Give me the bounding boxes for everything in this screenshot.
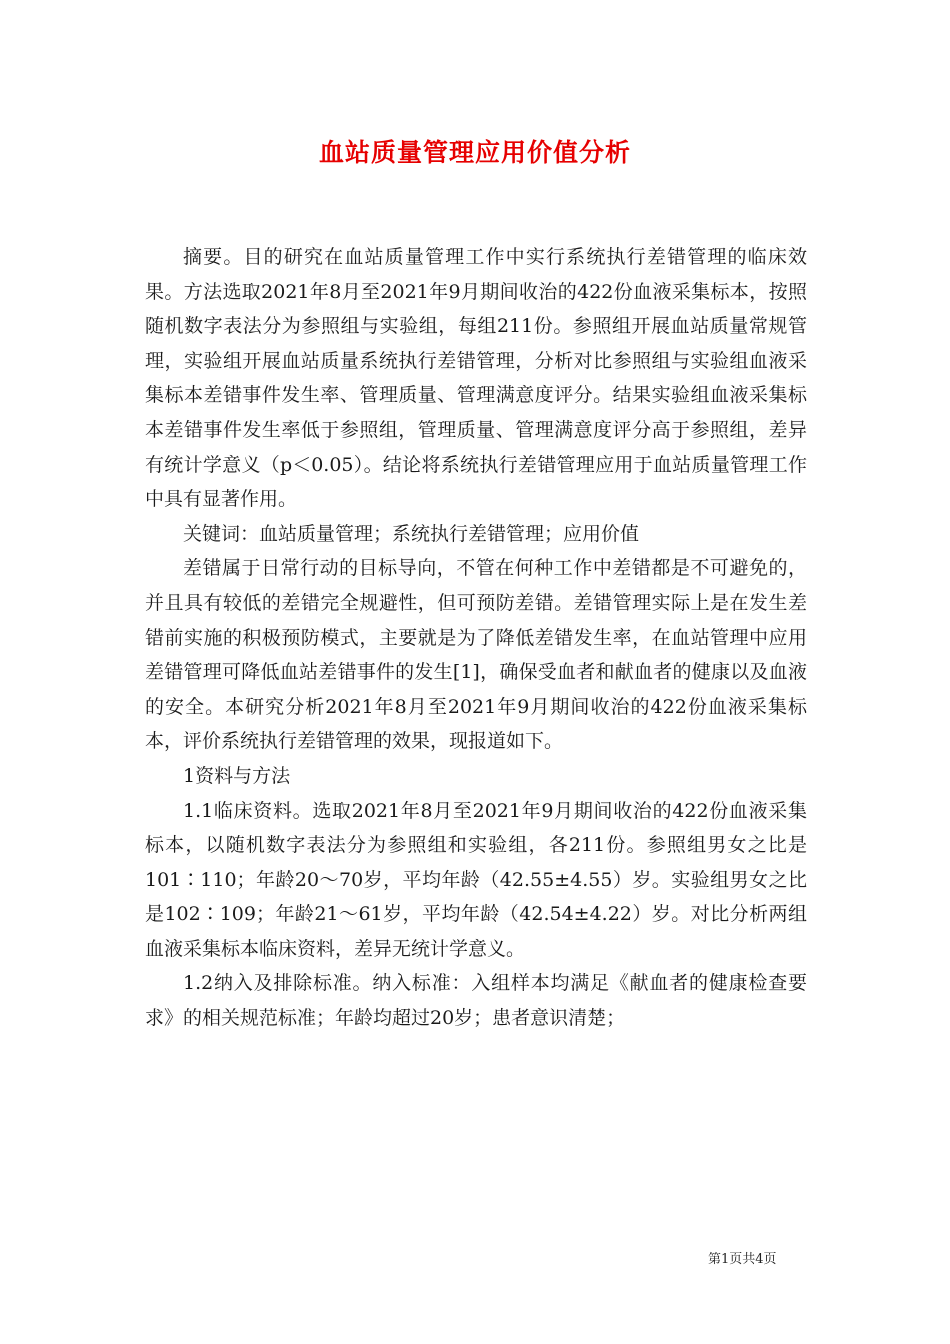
document-body (145, 240, 807, 1036)
section-heading-materials-methods: 1资料与方法 (183, 764, 291, 787)
keywords-paragraph: 关键词：血站质量管理；系统执行差错管理；应用价值 (183, 522, 640, 545)
abstract-paragraph: 摘要。目的研究在血站质量管理工作中实行系统执行差错管理的临床效果。方法选取2021年8月至2021年9月期间收治的422份血液采集标本，按照随机数字表法分为参照组与实验组，每组211份。参照组开展血站质量常规管理，实验组开展血站质量系统执行差错管理，分析对比参照组与实验组血液采集标本差错事件发生率、管理质量、管理满意度评分。结果实验组血液采集标本差错事件发生率低于参照组，管理质量、管理满意度评分高于参照组，差异有统计学意义（p＜0.05）。结论将系统执行差错管理应用于血站质量管理工作中具有显著作用。 (145, 246, 807, 511)
intro-paragraph: 差错属于日常行动的目标导向，不管在何种工作中差错都是不可避免的，并且具有较低的差错完全规避性，但可预防差错。差错管理实际上是在发生差错前实施的积极预防模式，主要就是为了降低差错发生率，在血站管理中应用差错管理可降低血站差错事件的发生[1]，确保受血者和献血者的健康以及血液的安全。本研究分析2021年8月至2021年9月期间收治的422份血液采集标本，评价系统执行差错管理的效果，现报道如下。 (145, 557, 807, 753)
clinical-data-paragraph: 1.1临床资料。选取2021年8月至2021年9月期间收治的422份血液采集标本，以随机数字表法分为参照组和实验组，各211份。参照组男女之比是101∶110；年龄20～70岁，平均年龄（42.55±4.55）岁。实验组男女之比是102∶109；年龄21～61岁，平均年龄（42.54±4.22）岁。对比分析两组血液采集标本临床资料，差异无统计学意义。 (145, 799, 807, 960)
document-title: 血站质量管理应用价值分析 (318, 138, 631, 167)
inclusion-criteria-paragraph: 1.2纳入及排除标准。纳入标准：入组样本均满足《献血者的健康检查要求》的相关规范标准；年龄均超过20岁；患者意识清楚； (145, 972, 807, 1030)
page-number: 第1页共4页 (708, 1252, 777, 1267)
